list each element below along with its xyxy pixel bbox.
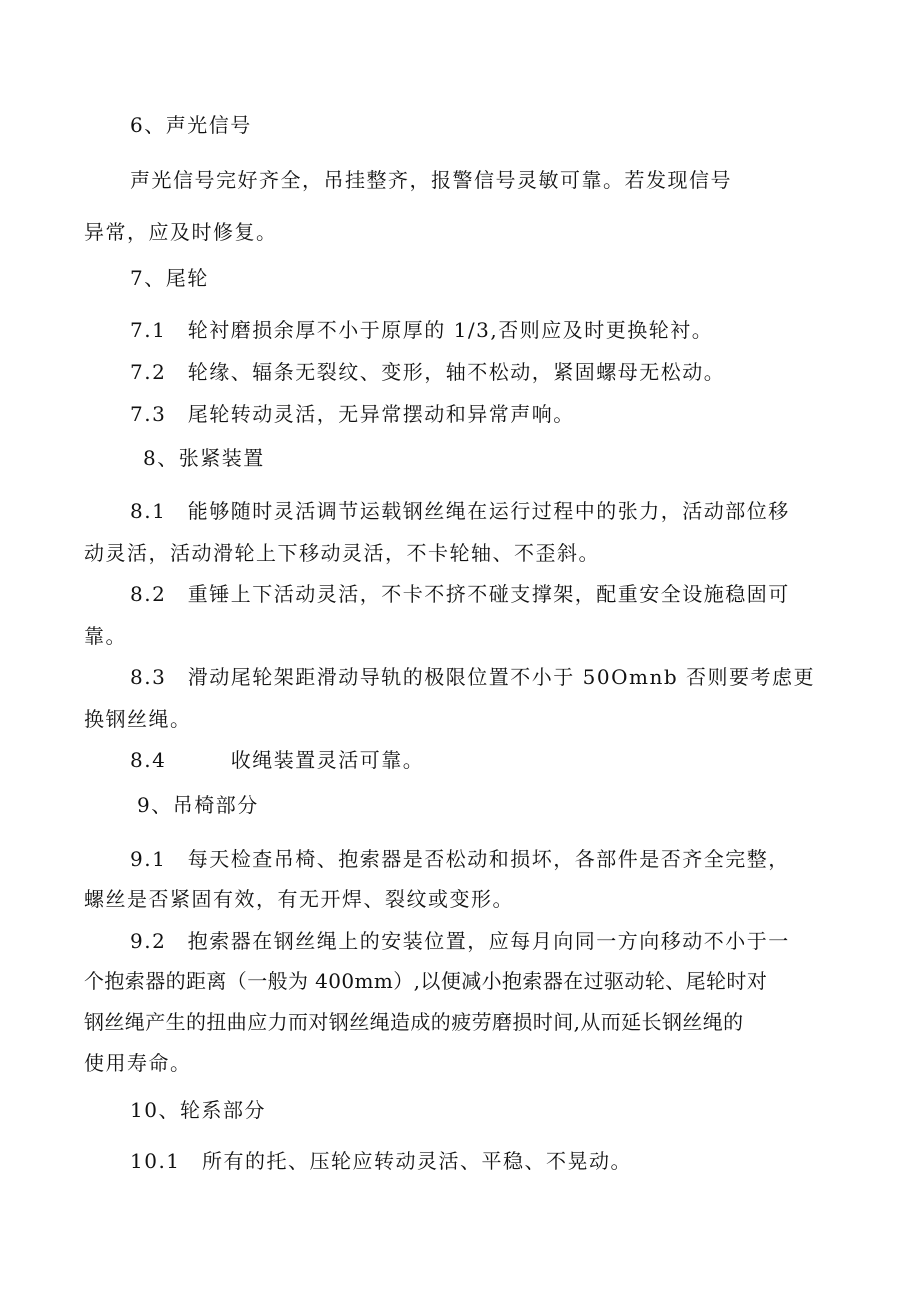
section-6-heading: 6、声光信号 (130, 113, 252, 137)
item-9-2-line-2: 个抱索器的距离（一般为 400mm）,以便减小抱索器在过驱动轮、尾轮时对 (84, 969, 768, 993)
item-8-2-line-2: 靠。 (84, 624, 127, 648)
item-9-2-line-1: 9.2 抱索器在钢丝绳上的安装位置，应每月向同一方向移动不小于一 (130, 929, 790, 953)
item-10-1: 10.1 所有的托、压轮应转动灵活、平稳、不晃动。 (130, 1149, 633, 1173)
section-6-paragraph-line-2: 异常，应及时修复。 (84, 220, 278, 244)
item-8-4: 8.4 收绳装置灵活可靠。 (130, 748, 425, 772)
item-8-3-line-1: 8.3 滑动尾轮架距滑动导轨的极限位置不小于 50Omnb 否则要考虑更 (130, 665, 816, 689)
item-9-1-line-1: 9.1 每天检查吊椅、抱索器是否松动和损坏，各部件是否齐全完整， (130, 847, 790, 871)
section-9-heading: 9、吊椅部分 (137, 793, 259, 817)
item-8-3-line-2: 换钢丝绳。 (84, 707, 192, 731)
section-8-heading: 8、张紧装置 (143, 446, 265, 470)
section-7-heading: 7、尾轮 (130, 266, 209, 290)
section-10-heading: 10、轮系部分 (130, 1098, 266, 1122)
item-9-2-line-3: 钢丝绳产生的扭曲应力而对钢丝绳造成的疲劳磨损时间,从而延长钢丝绳的 (84, 1010, 744, 1034)
item-7-3: 7.3 尾轮转动灵活，无异常摆动和异常声响。 (130, 402, 575, 426)
item-7-2: 7.2 轮缘、辐条无裂纹、变形，轴不松动，紧固螺母无松动。 (130, 360, 726, 384)
item-8-1-line-2: 动灵活，活动滑轮上下移动灵活，不卡轮轴、不歪斜。 (84, 541, 600, 565)
section-6-paragraph-line-1: 声光信号完好齐全，吊挂整齐，报警信号灵敏可靠。若发现信号 (130, 168, 732, 192)
item-9-1-line-2: 螺丝是否紧固有效，有无开焊、裂纹或变形。 (84, 887, 514, 911)
item-7-1: 7.1 轮衬磨损余厚不小于原厚的 1/3,否则应及时更换轮衬。 (130, 318, 714, 342)
item-8-1-line-1: 8.1 能够随时灵活调节运载钢丝绳在运行过程中的张力，活动部位移 (130, 499, 790, 523)
item-9-2-line-4: 使用寿命。 (84, 1051, 192, 1075)
item-8-2-line-1: 8.2 重锤上下活动灵活，不卡不挤不碰支撑架，配重安全设施稳固可 (130, 582, 790, 606)
